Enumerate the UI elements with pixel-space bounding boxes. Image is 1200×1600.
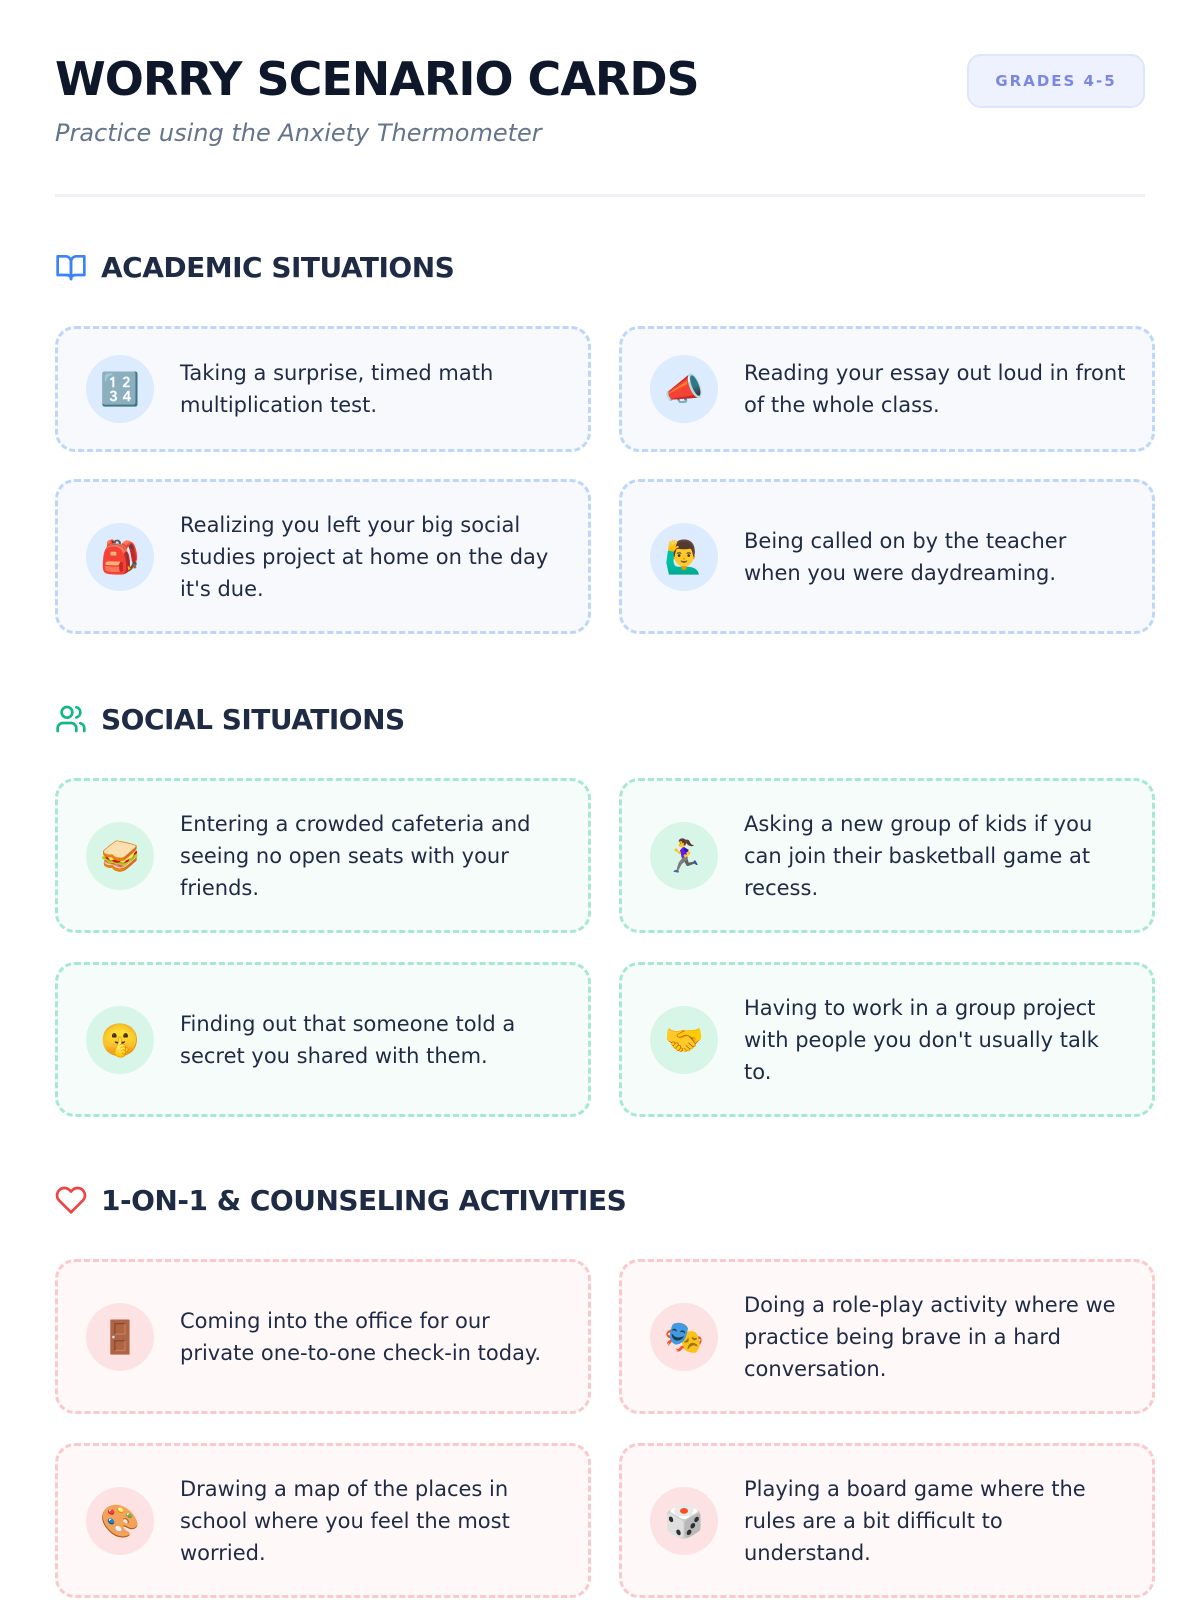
scenario-text: Reading your essay out loud in front of the whole class. <box>744 361 1126 417</box>
grade-badge: GRADES 4-5 <box>967 54 1145 108</box>
numbers-icon: 🔢 <box>86 355 154 423</box>
scenario-card[interactable] <box>619 326 1155 452</box>
scenario-text: Finding out that someone told a secret you shared with them. <box>180 1011 516 1068</box>
palette-icon: 🎨 <box>86 1487 154 1555</box>
scenario-card[interactable] <box>55 962 591 1117</box>
scenario-text: Entering a crowded cafeteria and seeing no open seats with your friends. <box>180 811 531 900</box>
scenario-text: Having to work in a group project with people you don't usually talk to. <box>744 995 1099 1084</box>
section-header <box>55 1180 1155 1220</box>
section-social <box>55 699 1155 1119</box>
scenario-card[interactable] <box>55 1443 591 1598</box>
section-academic <box>55 247 1155 627</box>
scenario-card[interactable] <box>619 1443 1155 1598</box>
handshake-icon: 🤝 <box>650 1006 718 1074</box>
scenario-card[interactable] <box>619 479 1155 634</box>
raising-hand-icon: 🙋‍♂️ <box>650 523 718 591</box>
scenario-card[interactable] <box>55 326 591 452</box>
page-title: WORRY SCENARIO CARDS <box>55 52 699 106</box>
door-icon: 🚪 <box>86 1303 154 1371</box>
scenario-card[interactable] <box>619 1259 1155 1414</box>
section-counseling <box>55 1180 1155 1600</box>
heart-icon <box>55 1184 87 1216</box>
section-title: 1-ON-1 & COUNSELING ACTIVITIES <box>101 1183 627 1217</box>
section-header <box>55 699 1155 739</box>
scenario-text: Being called on by the teacher when you were daydreaming. <box>744 528 1067 585</box>
backpack-icon: 🎒 <box>86 523 154 591</box>
scenario-text: Realizing you left your big social studies project at home on the day it's due. <box>180 512 549 601</box>
scenario-text: Playing a board game where the rules are a bit difficult to understand. <box>744 1476 1086 1565</box>
shushing-face-icon: 🤫 <box>86 1006 154 1074</box>
sandwich-icon: 🥪 <box>86 822 154 890</box>
section-title: SOCIAL SITUATIONS <box>101 702 405 736</box>
runner-icon: 🏃‍♀️ <box>650 822 718 890</box>
scenario-card[interactable] <box>619 778 1155 933</box>
users-icon <box>55 703 87 735</box>
scenario-text: Coming into the office for our private one-to-one check-in today. <box>180 1308 542 1365</box>
scenario-text: Taking a surprise, timed math multiplication test. <box>180 361 494 417</box>
scenario-card[interactable] <box>619 962 1155 1117</box>
page-header <box>55 0 1145 197</box>
dice-icon: 🎲 <box>650 1487 718 1555</box>
page-subtitle: Practice using the Anxiety Thermometer <box>55 119 542 147</box>
scenario-text: Asking a new group of kids if you can join their basketball game at recess. <box>744 811 1093 900</box>
scenario-card[interactable] <box>55 778 591 933</box>
scenario-card[interactable] <box>55 1259 591 1414</box>
scenario-text: Doing a role-play activity where we practice being brave in a hard conversation. <box>744 1292 1116 1381</box>
theater-masks-icon: 🎭 <box>650 1303 718 1371</box>
scenario-card[interactable] <box>55 479 591 634</box>
megaphone-icon: 📣 <box>650 355 718 423</box>
book-icon <box>55 251 87 283</box>
scenario-text: Drawing a map of the places in school where you feel the most worried. <box>180 1476 510 1565</box>
section-header <box>55 247 1155 287</box>
section-title: ACADEMIC SITUATIONS <box>101 250 455 284</box>
